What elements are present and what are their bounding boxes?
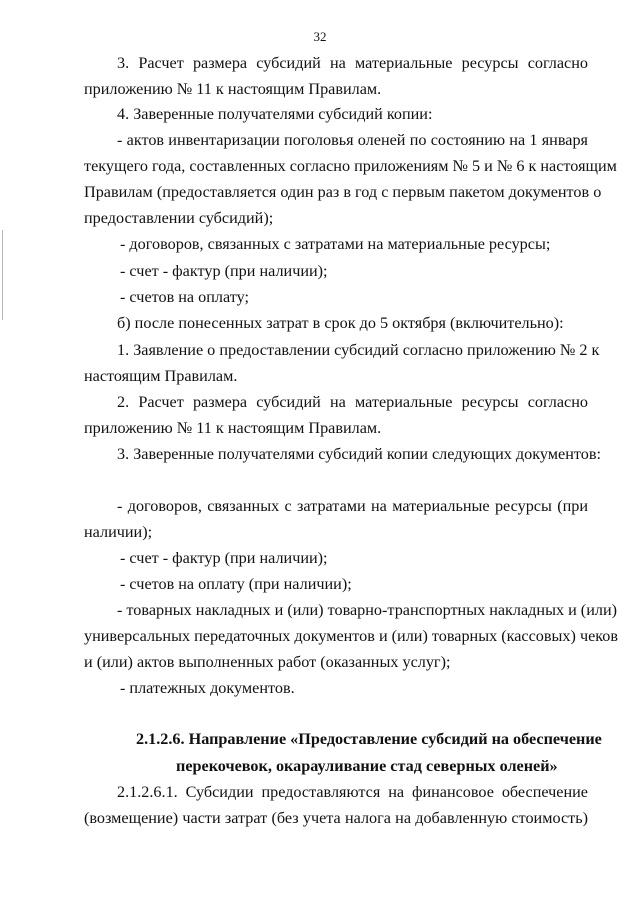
- paragraph-line: настоящим Правилам.: [84, 367, 238, 385]
- paragraph-line: Правилам (предоставляется один раз в год с первым пакетом документов о: [84, 183, 602, 201]
- list-item: наличии);: [84, 523, 153, 541]
- paragraph-line: предоставлении субсидий);: [84, 209, 274, 227]
- paragraph-line: 2. Расчет размера субсидий на материальные ресурсы согласно: [117, 393, 588, 411]
- paragraph-line: приложению № 11 к настоящим Правилам.: [84, 80, 382, 98]
- list-item: - договоров, связанных с затратами на материальные ресурсы (при: [117, 497, 588, 515]
- paragraph-line: - актов инвентаризации поголовья оленей по состоянию на 1 января: [117, 131, 588, 149]
- list-item: - товарных накладных и (или) товарно-транспортных накладных и (или): [117, 601, 617, 619]
- scan-margin-mark: [2, 230, 3, 320]
- list-item: - счетов на оплату (при наличии);: [120, 575, 352, 593]
- section-heading: 2.1.2.6. Направление «Предоставление субсидий на обеспечение: [136, 730, 602, 748]
- list-item: - платежных документов.: [120, 679, 295, 697]
- list-item: - счетов на оплату;: [120, 288, 250, 306]
- paragraph-line: 3. Заверенные получателями субсидий копии следующих документов:: [117, 445, 601, 463]
- list-item: - счет - фактур (при наличии);: [120, 549, 328, 567]
- paragraph-line: текущего года, составленных согласно приложениям № 5 и № 6 к настоящим: [84, 157, 617, 175]
- list-item: - счет - фактур (при наличии);: [120, 262, 328, 280]
- paragraph-line: 1. Заявление о предоставлении субсидий согласно приложению № 2 к: [117, 341, 600, 359]
- list-item: универсальных передаточных документов и (или) товарных (кассовых) чеков: [84, 627, 619, 645]
- list-item: - договоров, связанных с затратами на материальные ресурсы;: [120, 235, 551, 253]
- section-heading: перекочевок, окарауливание стад северных оленей»: [176, 757, 558, 775]
- paragraph-line: (возмещение) части затрат (без учета налога на добавленную стоимость): [84, 809, 588, 827]
- paragraph-line: приложению № 11 к настоящим Правилам.: [84, 419, 382, 437]
- paragraph-line: 4. Заверенные получателями субсидий копии:: [117, 105, 433, 123]
- paragraph-line: 2.1.2.6.1. Субсидии предоставляются на финансовое обеспечение: [117, 783, 588, 801]
- paragraph-line: б) после понесенных затрат в срок до 5 октября (включительно):: [117, 314, 564, 332]
- list-item: и (или) актов выполненных работ (оказанных услуг);: [84, 653, 451, 671]
- page-number: 32: [313, 29, 327, 44]
- paragraph-line: 3. Расчет размера субсидий на материальные ресурсы согласно: [117, 54, 588, 72]
